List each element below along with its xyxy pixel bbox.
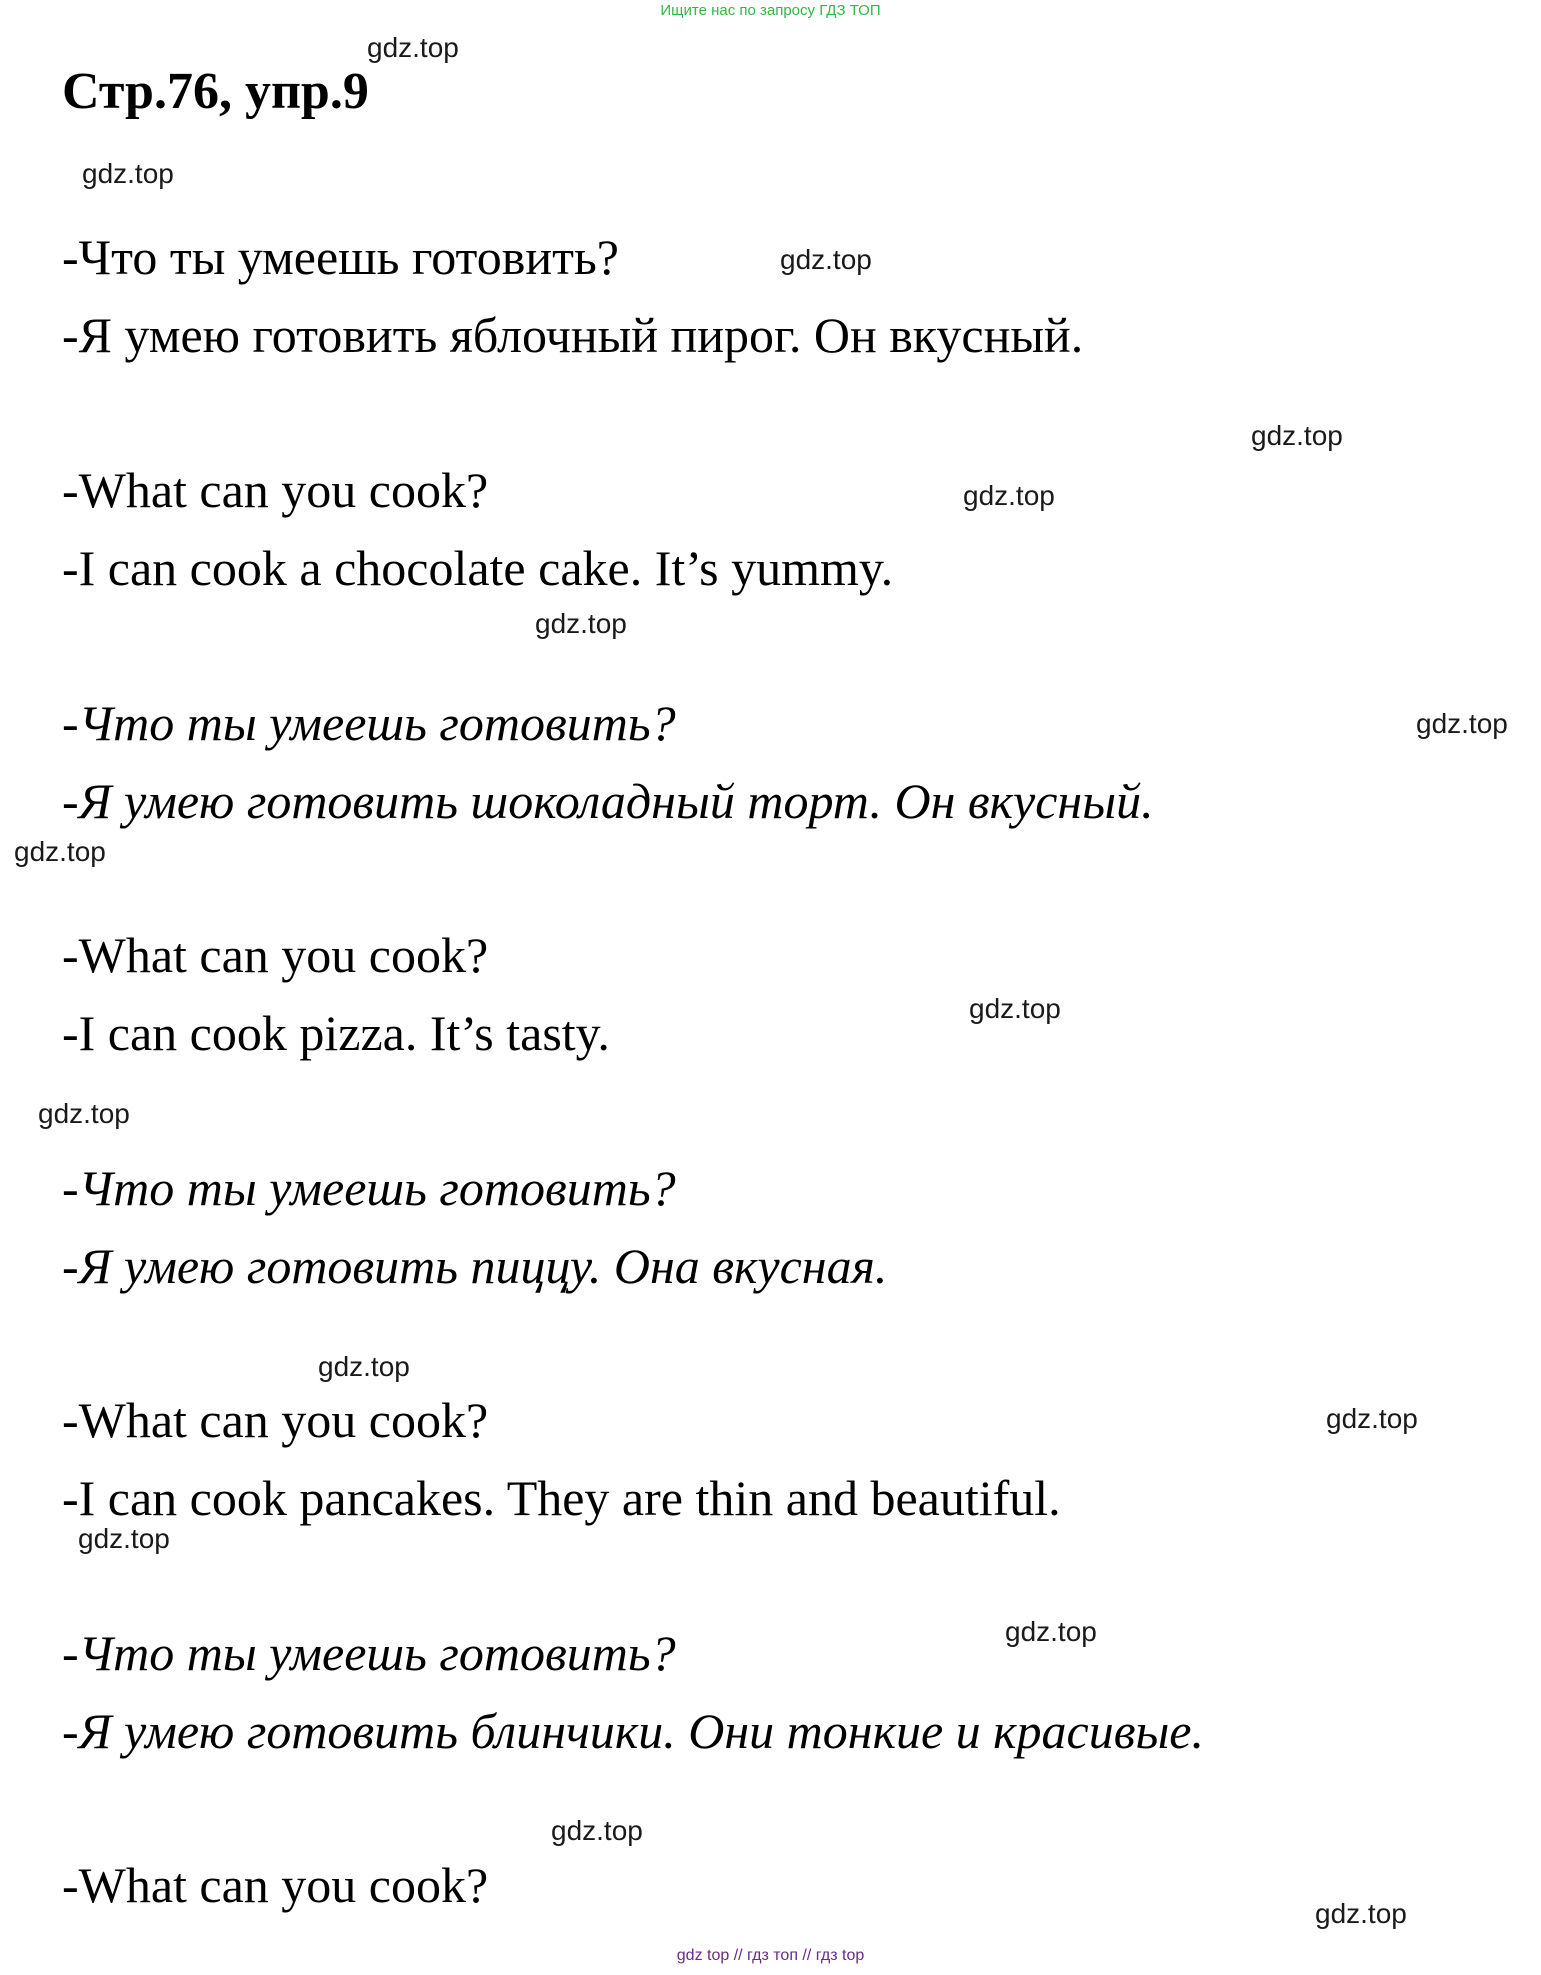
dialog-line-14: -Я умею готовить блинчики. Они тонкие и красивые.: [62, 1703, 1204, 1759]
dialog-line-8: -I can cook pizza. It’s tasty.: [62, 1005, 610, 1061]
watermark: gdz.top: [38, 1098, 130, 1129]
watermark: gdz.top: [318, 1351, 410, 1382]
dialog-line-4: -I can cook a chocolate cake. It’s yummy.: [62, 540, 894, 596]
watermark: gdz.top: [1326, 1403, 1418, 1434]
watermark: gdz.top: [82, 158, 174, 189]
watermark: gdz.top: [1005, 1616, 1097, 1647]
watermark: gdz.top: [78, 1523, 170, 1554]
watermark: gdz.top: [367, 32, 459, 63]
watermark: gdz.top: [963, 480, 1055, 511]
dialog-line-15: -What can you cook?: [62, 1857, 489, 1913]
watermark: gdz.top: [14, 836, 106, 867]
dialog-line-7: -What can you cook?: [62, 927, 489, 983]
page-title: Стр.76, упр.9: [62, 63, 369, 120]
dialog-line-6: -Я умею готовить шоколадный торт. Он вкусный.: [62, 773, 1154, 829]
dialog-line-10: -Я умею готовить пиццу. Она вкусная.: [62, 1238, 888, 1294]
dialog-line-11: -What can you cook?: [62, 1392, 489, 1448]
dialog-line-2: -Я умею готовить яблочный пирог. Он вкусный.: [62, 307, 1084, 363]
dialog-line-9: -Что ты умеешь готовить?: [62, 1160, 676, 1216]
dialog-line-5: -Что ты умеешь готовить?: [62, 695, 676, 751]
watermark: gdz.top: [551, 1815, 643, 1846]
watermark: gdz.top: [780, 244, 872, 275]
dialog-line-1: -Что ты умеешь готовить?: [62, 229, 619, 285]
watermark: gdz.top: [969, 993, 1061, 1024]
watermark: gdz.top: [1315, 1898, 1407, 1929]
header-banner: Ищите нас по запросу ГДЗ ТОП: [660, 2, 881, 19]
watermark: gdz.top: [1251, 420, 1343, 451]
watermark: gdz.top: [1416, 708, 1508, 739]
dialog-line-12: -I can cook pancakes. They are thin and beautiful.: [62, 1470, 1061, 1526]
dialog-line-13: -Что ты умеешь готовить?: [62, 1625, 676, 1681]
dialog-line-3: -What can you cook?: [62, 462, 489, 518]
watermark: gdz.top: [535, 608, 627, 639]
footer-banner: gdz top // гдз топ // гдз top: [676, 1947, 865, 1964]
